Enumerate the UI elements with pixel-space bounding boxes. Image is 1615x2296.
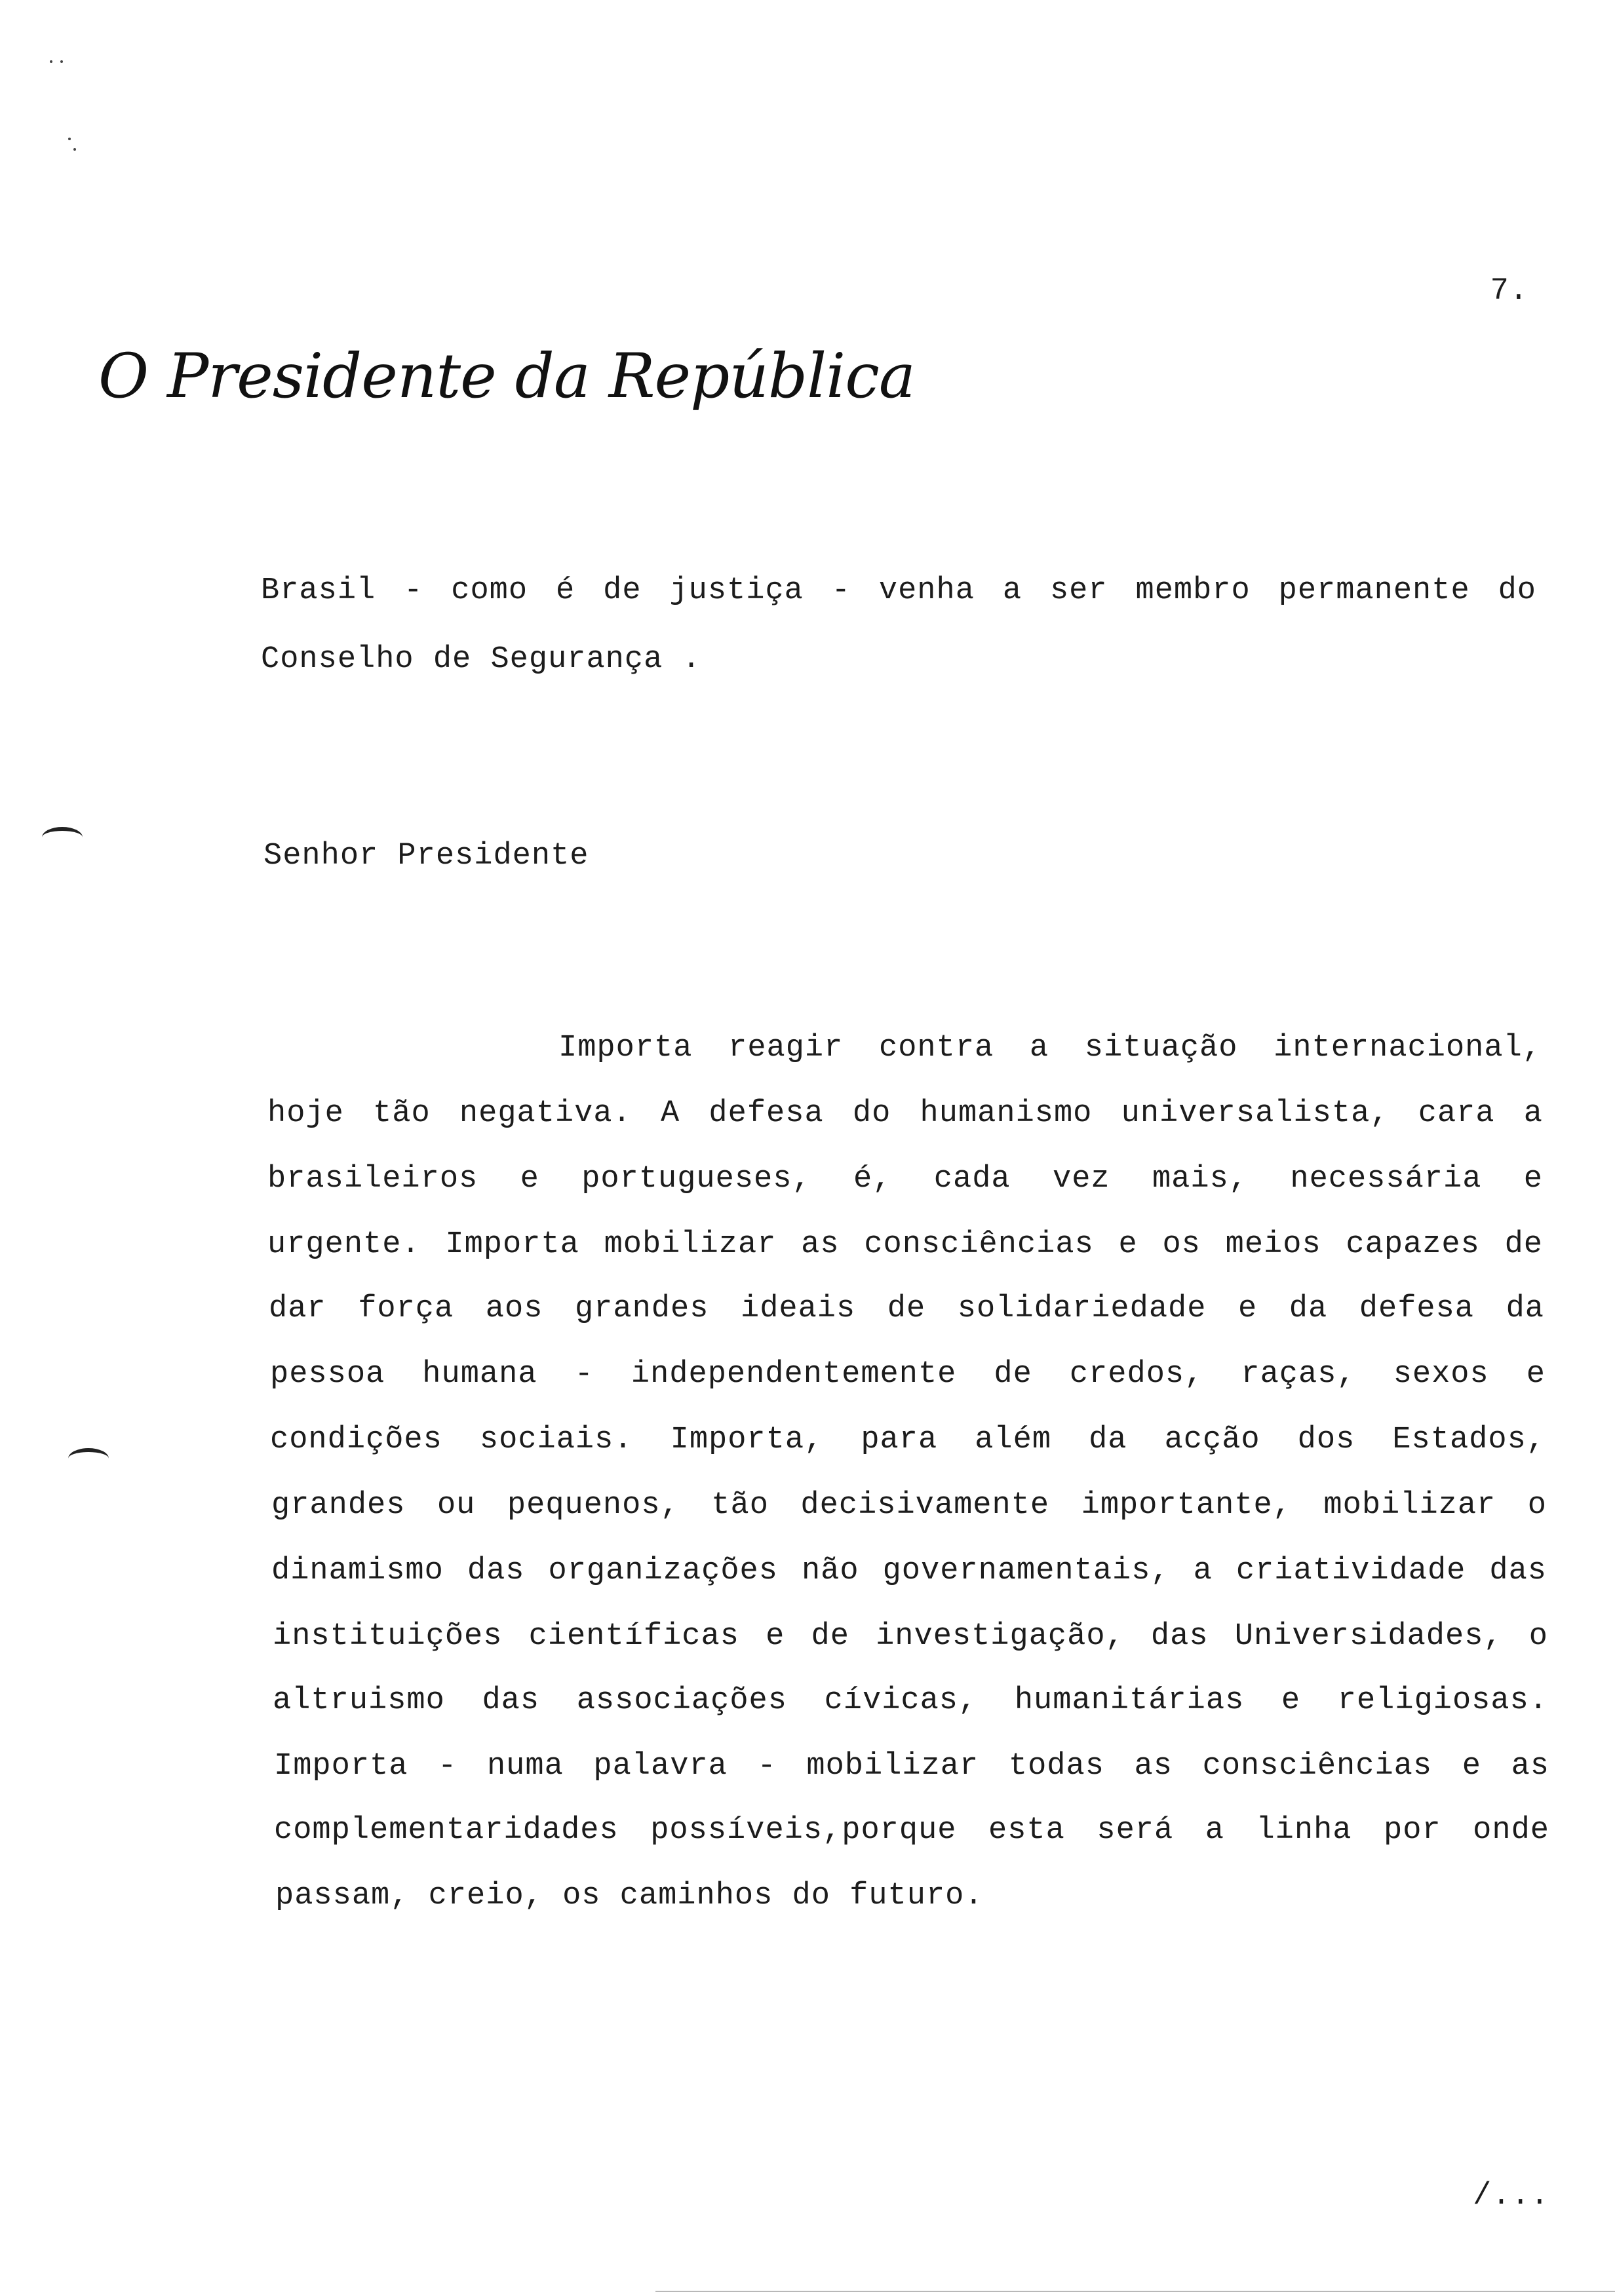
scan-edge-line: [655, 2291, 1615, 2292]
intro-line-2: Conselho de Segurança .: [261, 642, 701, 677]
paragraph-line-12: Importa - numa palavra - mobilizar todas as consciências e as: [274, 1749, 1549, 1784]
paragraph-line-2: hoje tão negativa. A defesa do humanismo universalista, cara a: [267, 1096, 1543, 1131]
paragraph-line-3: brasileiros e portugueses, é, cada vez mais, necessária e: [267, 1162, 1543, 1196]
paragraph-line-9: dinamismo das organizações não governamentais, a criatividade das: [271, 1554, 1547, 1588]
paragraph-line-7: condições sociais. Importa, para além da acção dos Estados,: [270, 1423, 1546, 1457]
paragraph-line-10: instituições científicas e de investigação, das Universidades, o: [273, 1619, 1548, 1654]
paragraph-line-8: grandes ou pequenos, tão decisivamente importante, mobilizar o: [271, 1488, 1547, 1523]
scan-speck: [73, 148, 76, 151]
scan-speck: [50, 60, 52, 63]
paragraph-line-6: pessoa humana - independentemente de credos, raças, sexos e: [270, 1357, 1546, 1392]
salutation: Senhor Presidente: [263, 839, 589, 873]
page-number: 7.: [1490, 274, 1528, 309]
scan-speck: [60, 60, 63, 63]
letterhead: O Presidente da República: [98, 341, 915, 412]
scan-speck: [68, 138, 71, 140]
paragraph-line-11: altruismo das associações cívicas, humanitárias e religiosas.: [273, 1683, 1548, 1718]
paragraph-line-14: passam, creio, os caminhos do futuro.: [275, 1879, 984, 1913]
continuation-mark: /...: [1473, 2179, 1549, 2213]
punch-hole-mark: [68, 1448, 109, 1469]
intro-line-1: Brasil - como é de justiça - venha a ser membro permanente do: [261, 573, 1536, 608]
punch-hole-mark: [42, 827, 83, 848]
paragraph-line-1: Importa reagir contra a situação internacional,: [558, 1031, 1542, 1065]
paragraph-line-5: dar força aos grandes ideais de solidariedade e da defesa da: [269, 1292, 1544, 1326]
paragraph-line-13: complementaridades possíveis,porque esta será a linha por onde: [274, 1813, 1549, 1848]
paragraph-line-4: urgente. Importa mobilizar as consciências e os meios capazes de: [267, 1227, 1543, 1262]
